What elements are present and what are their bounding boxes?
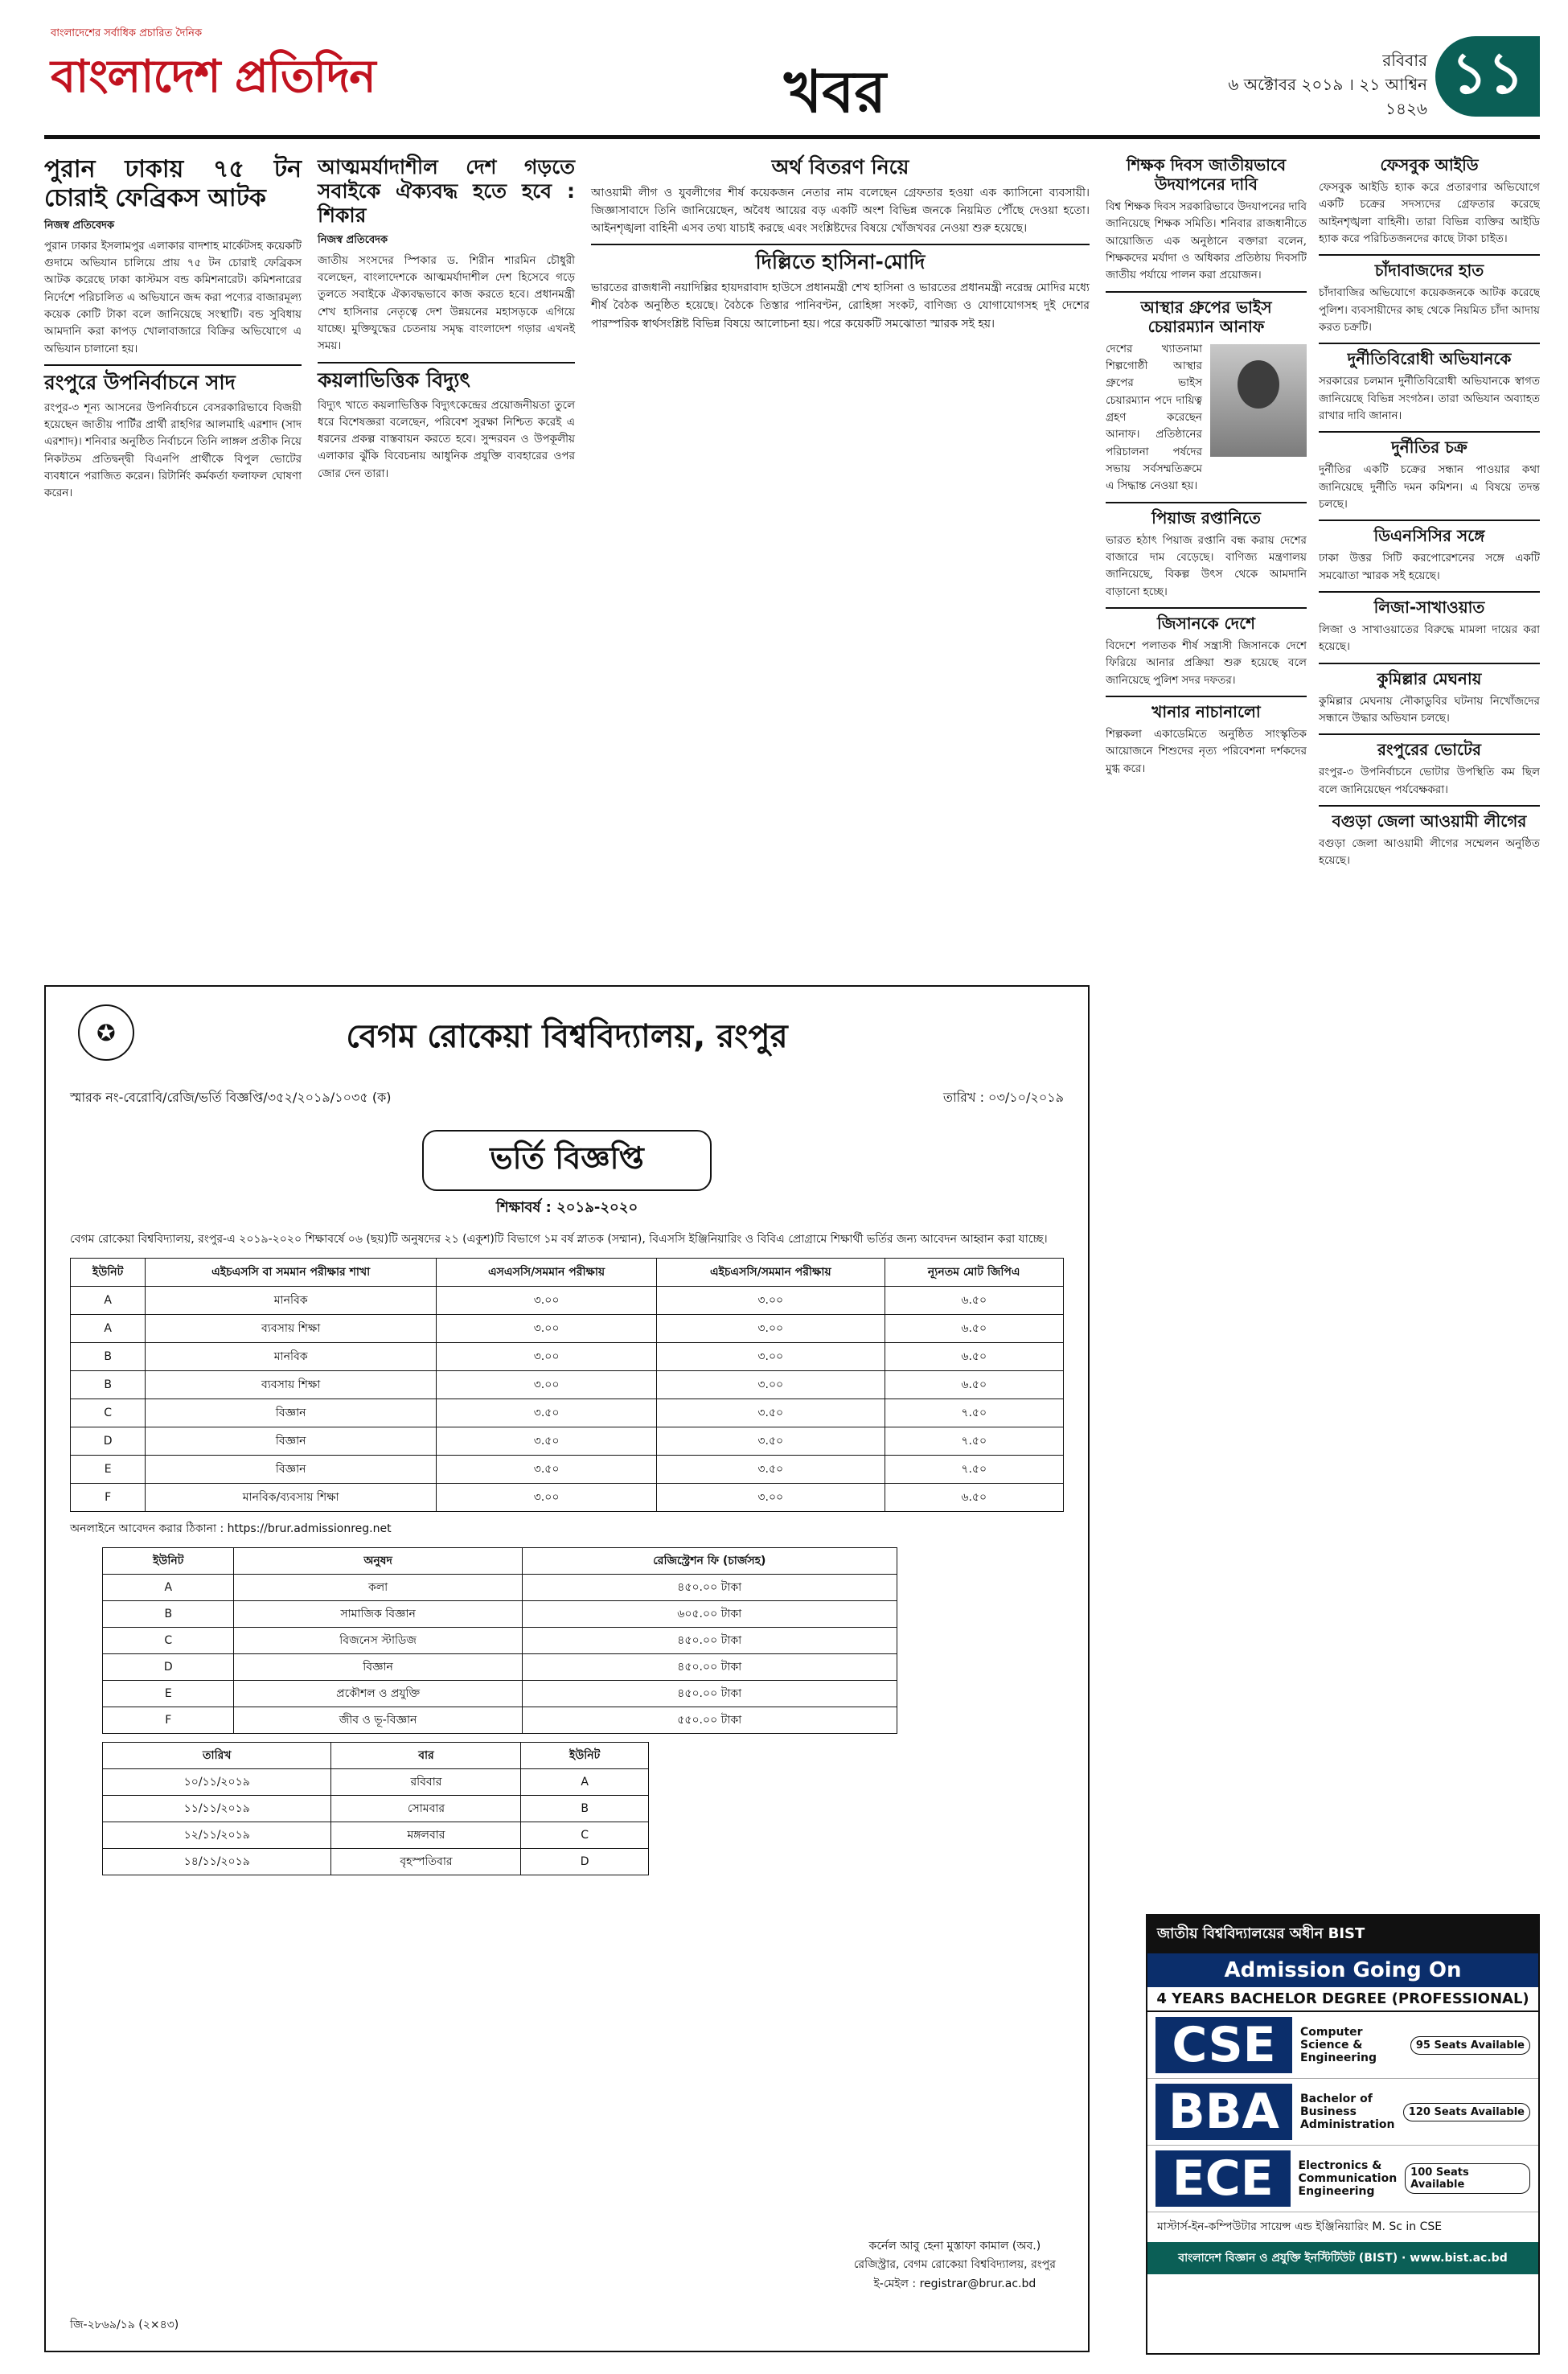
- notice-meta: [70, 1087, 1064, 1109]
- table-cell: ৩.০০: [657, 1483, 885, 1511]
- table-cell: ৩.৫০: [657, 1455, 885, 1483]
- headline-teachers-day: শিক্ষক দিবস জাতীয়ভাবে উদযাপনের দাবি: [1126, 155, 1287, 194]
- table-cell: B: [521, 1795, 648, 1822]
- headline-money: অর্থ বিতরণ নিয়ে: [771, 155, 909, 179]
- ad-header: জাতীয় বিশ্ববিদ্যালয়ের অধীন BIST: [1147, 1916, 1538, 1953]
- date: ৬ অক্টোবর ২০১৯ । ২১ আশ্বিন ১৪২৬: [1228, 75, 1427, 118]
- article-body: বগুড়া জেলা আওয়ামী লীগের সম্মেলন অনুষ্ঠিত হয়েছে।: [1319, 836, 1540, 868]
- program-code: ECE: [1155, 2150, 1291, 2207]
- table-row: [103, 1653, 897, 1680]
- table-row: [103, 1848, 649, 1875]
- article-body: ভারতের রাজধানী নয়াদিল্লির হায়দরাবাদ হাউসে প্রধানমন্ত্রী শেখ হাসিনা ও ভারতের প্রধানমন্ত্রী নরেন্দ্র মোদির মধ্যে শীর্ষ বৈঠক অনুষ্ঠিত হয়েছে। বৈঠকে তিস্তার পানিবণ্টন, রোহিঙ্গা সংকট, বাণিজ্য ও যোগাযোগসহ দুই দেশের পারস্পরিক স্বার্থসংশ্লিষ্ট বিভিন্ন বিষয়ে আলোচনা হয়। পরে কয়েকটি সমঝোতা স্মারক সই হয়।: [591, 281, 1090, 331]
- table-cell: D: [521, 1848, 648, 1875]
- table-row: [71, 1399, 1064, 1427]
- article-body: দুর্নীতির একটি চক্রের সন্ধান পাওয়ার কথা জানিয়েছে দুর্নীতি দমন কমিশন। এ বিষয়ে তদন্ত চলছে।: [1319, 463, 1540, 511]
- table-cell: ৩.৫০: [657, 1399, 885, 1427]
- registrar-name: কর্নেল আবু হেনা মুস্তাফা কামাল (অব.): [868, 2239, 1041, 2253]
- table-cell: বিজ্ঞান: [146, 1455, 437, 1483]
- article-body: সরকারের চলমান দুর্নীতিবিরোধী অভিযানকে স্বাগত জানিয়েছে বিভিন্ন সংগঠন। তারা অভিযান অব্যাহত রাখার দাবি জানান।: [1319, 375, 1540, 422]
- table-cell: A: [71, 1286, 146, 1314]
- logo-tagline: বাংলাদেশের সর্বাধিক প্রচারিত দৈনিক: [51, 27, 203, 39]
- headline-speaker: আত্মমর্যাদাশীল দেশ গড়তে সবাইকে ঐক্যবদ্ধ হতে হবে : শিকার: [318, 155, 575, 227]
- byline: নিজস্ব প্রতিবেদক: [318, 234, 388, 246]
- table-cell: ৬.৫০: [885, 1286, 1064, 1314]
- headline-rangpur-vote: রংপুরের ভোটের: [1319, 733, 1540, 759]
- headline-extortion: চাঁদাবাজদের হাত: [1319, 254, 1540, 280]
- headline-fabrics: পুরান ঢাকায় ৭৫ টন চোরাই ফেব্রিকস আটক: [44, 155, 302, 212]
- table-cell: কলা: [234, 1574, 522, 1600]
- table-cell: ১১/১১/২০১৯: [103, 1795, 331, 1822]
- article-body: দেশের খ্যাতনামা শিল্পগোষ্ঠী আস্থার গ্রুপের ভাইস চেয়ারম্যান পদে দায়িত্ব গ্রহণ করেছেন আনাফ। প্রতিষ্ঠানের পরিচালনা পর্ষদের সভায় সর্বসম্মতিক্রমে এ সিদ্ধান্ত নেওয়া হয়।: [1106, 342, 1202, 493]
- table-header-cell: তারিখ: [103, 1742, 331, 1768]
- ad-admission-banner: Admission Going On: [1147, 1953, 1538, 1987]
- article-body: রংপুর-৩ শূন্য আসনের উপনির্বাচনে বেসরকারিভাবে বিজয়ী হয়েছেন জাতীয় পার্টির প্রার্থী রাহগির আলমাহি এরশাদ (সাদ এরশাদ)। শনিবার অনুষ্ঠিত নির্বাচনে তিনি লাঙ্গল প্রতীক নিয়ে নিকটতম প্রতিদ্বন্দ্বী বিএনপি প্রার্থীকে বিপুল ভোটের ব্যবধানে পরাজিত করেন। রিটার্নিং কর্মকর্তা ফলাফল ঘোষণা করেন।: [44, 400, 302, 500]
- table-cell: রবিবার: [331, 1768, 521, 1795]
- notice-date: তারিখ : ০৩/১০/২০১৯: [942, 1090, 1064, 1105]
- table-cell: ৬০৫.০০ টাকা: [522, 1600, 897, 1627]
- article-body: ফেসবুক আইডি হ্যাক করে প্রতারণার অভিযোগে একটি চক্রের সদস্যদের গ্রেফতার করেছে আইনশৃঙ্খলা বাহিনী। তারা বিভিন্ন ব্যক্তির আইডি হ্যাক করে পরিচিতজনদের কাছে টাকা চাইত।: [1319, 181, 1540, 245]
- headline-rangpur: রংপুরে উপনির্বাচনে সাদ: [44, 364, 302, 395]
- masthead-rule: [44, 135, 1540, 139]
- notice-title: ভর্তি বিজ্ঞপ্তি: [422, 1130, 712, 1191]
- table-header-cell: রেজিস্ট্রেশন ফি (চার্জসহ): [522, 1547, 897, 1574]
- table-cell: D: [71, 1427, 146, 1455]
- registrar-email: ই-মেইল : registrar@brur.ac.bd: [873, 2277, 1036, 2291]
- article-body: লিজা ও সাখাওয়াতের বিরুদ্ধে মামলা দায়ের করা হয়েছে।: [1319, 622, 1540, 654]
- article-body: বিদ্যুৎ খাতে কয়লাভিত্তিক বিদ্যুৎকেন্দ্রের প্রয়োজনীয়তা তুলে ধরে বিশেষজ্ঞরা বলেছেন, পরিবেশ সুরক্ষা নিশ্চিত করেই এ ধরনের প্রকল্প বাস্তবায়ন করতে হবে। সুন্দরবন ও উপকূলীয় এলাকার ঝুঁকি বিবেচনায় আধুনিক প্রযুক্তি ব্যবহারের ওপর জোর দেন তারা।: [318, 398, 575, 480]
- table-cell: বিজ্ঞান: [146, 1399, 437, 1427]
- table-cell: ৩.৫০: [437, 1455, 657, 1483]
- table-cell: ৪৫০.০০ টাকা: [522, 1627, 897, 1653]
- headline-dance: খানার নাচানালো: [1106, 696, 1307, 721]
- program-name: Electronics & Communication Engineering: [1298, 2159, 1398, 2198]
- article-body: পুরান ঢাকার ইসলামপুর এলাকার বাদশাহ মার্কেটসহ কয়েকটি গুদামে অভিযান চালিয়ে প্রায় ৭৫ টন চোরাই ফেব্রিকস আটক করেছে ঢাকা কাস্টমস বন্ড কমিশনারেট। কমিশনারের নির্দেশে পরিচালিত এ অভিযানে জব্দ করা পণ্যের বাজারমূল্য কয়েক কোটি টাকা বলে জানিয়েছে সংস্থাটি। বন্ড সুবিধায় আমদানি করা কাপড় খোলাবাজারে বিক্রির অভিযোগে এ অভিযান চালানো হয়।: [44, 239, 302, 355]
- article-body: রংপুর-৩ উপনির্বাচনে ভোটার উপস্থিতি কম ছিল বলে জানিয়েছেন পর্যবেক্ষকরা।: [1319, 766, 1540, 796]
- table-row: [71, 1370, 1064, 1399]
- table-cell: ৩.০০: [437, 1483, 657, 1511]
- table-header-cell: বার: [331, 1742, 521, 1768]
- table-cell: B: [71, 1370, 146, 1399]
- table-cell: ১০/১১/২০১৯: [103, 1768, 331, 1795]
- table-cell: বিজনেস স্টাডিজ: [234, 1627, 522, 1653]
- article-body: ভারত হঠাৎ পিয়াজ রপ্তানি বন্ধ করায় দেশের বাজারে দাম বেড়েছে। বাণিজ্য মন্ত্রণালয় জানিয়েছে, বিকল্প উৎস থেকে আমদানি বাড়ানো হচ্ছে।: [1106, 533, 1307, 598]
- table-header-cell: এসএসসি/সমমান পরীক্ষায়: [437, 1258, 657, 1286]
- column-5: [1319, 149, 1540, 1902]
- headline-coal-power: কয়লাভিত্তিক বিদ্যুৎ: [318, 362, 575, 392]
- table-cell: F: [71, 1483, 146, 1511]
- table-header-cell: ন্যূনতম মোট জিপিএ: [885, 1258, 1064, 1286]
- table-row: [103, 1768, 649, 1795]
- table-cell: প্রকৌশল ও প্রযুক্তি: [234, 1680, 522, 1707]
- headline-meghna: কুমিল্লার মেঘনায়: [1319, 663, 1540, 688]
- byline: নিজস্ব প্রতিবেদক: [44, 220, 115, 232]
- article-body: জাতীয় সংসদের স্পিকার ড. শিরীন শারমিন চৌধুরী বলেছেন, বাংলাদেশকে আত্মমর্যাদাশীল দেশ হিসেবে গড়ে তুলতে সবাইকে ঐক্যবদ্ধভাবে কাজ করতে হবে। প্রধানমন্ত্রী শেখ হাসিনার নেতৃত্বে দেশ উন্নয়নের মহাসড়কে এগিয়ে যাচ্ছে। মুক্তিযুদ্ধের চেতনায় সমৃদ্ধ বাংলাদেশ গড়ার এখনই সময়।: [318, 253, 575, 353]
- table-cell: মানবিক: [146, 1342, 437, 1370]
- table-cell: ৪৫০.০০ টাকা: [522, 1653, 897, 1680]
- table-row: [103, 1574, 897, 1600]
- column-1: [44, 149, 302, 506]
- table-cell: ৩.৫০: [437, 1399, 657, 1427]
- table-cell: E: [103, 1680, 234, 1707]
- table-cell: ৩.০০: [437, 1314, 657, 1342]
- table-cell: ৩.০০: [437, 1370, 657, 1399]
- headline-bogura: বগুড়া জেলা আওয়ামী লীগের: [1319, 805, 1540, 831]
- table-cell: জীব ও ভূ-বিজ্ঞান: [234, 1707, 522, 1733]
- table-header-cell: ইউনিট: [103, 1547, 234, 1574]
- table-cell: ১৪/১১/২০১৯: [103, 1848, 331, 1875]
- article-body: বিদেশে পলাতক শীর্ষ সন্ত্রাসী জিসানকে দেশে ফিরিয়ে আনার প্রক্রিয়া শুরু হয়েছে বলে জানিয়েছে পুলিশ সদর দফতর।: [1106, 639, 1307, 687]
- masthead: [44, 16, 1540, 135]
- table-row: [71, 1286, 1064, 1314]
- bist-advertisement: [1146, 1914, 1540, 2355]
- headline-jisan: জিসানকে দেশে: [1106, 607, 1307, 633]
- table-cell: সোমবার: [331, 1795, 521, 1822]
- table-cell: ৭.৫০: [885, 1399, 1064, 1427]
- table-cell: A: [103, 1574, 234, 1600]
- program-seats: 95 Seats Available: [1410, 2036, 1530, 2055]
- ad-footer: বাংলাদেশ বিজ্ঞান ও প্রযুক্তি ইনস্টিটিউট (BIST) · www.bist.ac.bd: [1147, 2242, 1538, 2274]
- notice-intro: বেগম রোকেয়া বিশ্ববিদ্যালয়, রংপুর-এ ২০১৯-২০২০ শিক্ষাবর্ষে ০৬ (ছয়)টি অনুষদের ২১ (একুশ)টি বিভাগে ১ম বর্ষ স্নাতক (সম্মান), বিএসসি ইঞ্জিনিয়ারিং ও বিবিএ প্রোগ্রামে শিক্ষার্থী ভর্তির জন্য আবেদন আহ্বান করা যাচ্ছে।: [70, 1233, 1048, 1246]
- article-body: বিশ্ব শিক্ষক দিবস সরকারিভাবে উদযাপনের দাবি জানিয়েছে শিক্ষক সমিতি। শনিবার রাজধানীতে আয়োজিত এক অনুষ্ঠানে বক্তারা বলেন, শিক্ষকদের মর্যাদা ও অধিকার প্রতিষ্ঠায় দিবসটি জাতীয় পর্যায়ে পালন করা প্রয়োজন।: [1106, 200, 1307, 282]
- table-cell: সামাজিক বিজ্ঞান: [234, 1600, 522, 1627]
- table-cell: D: [103, 1653, 234, 1680]
- table-row: [71, 1483, 1064, 1511]
- table-cell: ৩.০০: [437, 1342, 657, 1370]
- ad-code: জি-২৮৬৯/১৯ (২×৪৩): [70, 2319, 179, 2331]
- table-cell: ৩.০০: [657, 1370, 885, 1399]
- table-row: [103, 1707, 897, 1733]
- article-body: শিল্পকলা একাডেমিতে অনুষ্ঠিত সাংস্কৃতিক আয়োজনে শিশুদের নৃত্য পরিবেশনা দর্শকদের মুগ্ধ করে।: [1106, 727, 1307, 775]
- column-3: [591, 149, 1090, 336]
- ad-degree-line: 4 YEARS BACHELOR DEGREE (PROFESSIONAL): [1147, 1987, 1538, 2012]
- admission-notice: [44, 985, 1090, 2352]
- table-row: [103, 1627, 897, 1653]
- table-cell: ৩.৫০: [657, 1427, 885, 1455]
- table-cell: ৩.০০: [657, 1342, 885, 1370]
- program-seats: 100 Seats Available: [1405, 2163, 1530, 2194]
- program-code: CSE: [1155, 2017, 1292, 2073]
- ad-program-row: [1147, 2012, 1538, 2079]
- table-cell: ৫৫০.০০ টাকা: [522, 1707, 897, 1733]
- ad-program-list: [1147, 2012, 1538, 2212]
- apply-link[interactable]: অনলাইনে আবেদন করার ঠিকানা : https://brur.admissionreg.net: [70, 1522, 392, 1535]
- table-cell: বিজ্ঞান: [146, 1427, 437, 1455]
- table-cell: F: [103, 1707, 234, 1733]
- ad-masters: মাস্টার্স-ইন-কম্পিউটার সায়েন্স এন্ড ইঞ্জিনিয়ারিং M. Sc in CSE: [1157, 2220, 1443, 2233]
- article-body: কুমিল্লার মেঘনায় নৌকাডুবির ঘটনায় নিখোঁজদের সন্ধানে উদ্ধার অভিযান চলছে।: [1319, 694, 1540, 725]
- table-cell: বিজ্ঞান: [234, 1653, 522, 1680]
- day: রবিবার: [1382, 51, 1427, 70]
- table-header-cell: এইচএসসি/সমমান পরীক্ষায়: [657, 1258, 885, 1286]
- table-row: [103, 1600, 897, 1627]
- newspaper-logo: [44, 16, 422, 129]
- column-4: [1106, 149, 1307, 1902]
- table-row: [71, 1314, 1064, 1342]
- table-cell: মানবিক: [146, 1286, 437, 1314]
- program-seats: 120 Seats Available: [1403, 2103, 1530, 2121]
- table-cell: A: [521, 1768, 648, 1795]
- ad-program-row: [1147, 2079, 1538, 2146]
- table-cell: E: [71, 1455, 146, 1483]
- fee-table: [102, 1547, 897, 1734]
- table-cell: বৃহস্পতিবার: [331, 1848, 521, 1875]
- headline-onion: পিয়াজ রপ্তানিতে: [1106, 502, 1307, 528]
- program-code: BBA: [1155, 2084, 1292, 2140]
- program-name: Bachelor of Business Administration: [1300, 2093, 1395, 2131]
- table-cell: ৬.৫০: [885, 1314, 1064, 1342]
- table-cell: A: [71, 1314, 146, 1342]
- table-cell: B: [103, 1600, 234, 1627]
- headline-facebook: ফেসবুক আইডি: [1380, 155, 1479, 175]
- portrait-photo: [1210, 344, 1307, 457]
- dateline: [1186, 48, 1427, 121]
- table-cell: ৭.৫০: [885, 1427, 1064, 1455]
- table-cell: ১২/১১/২০১৯: [103, 1822, 331, 1848]
- table-row: [103, 1822, 649, 1848]
- table-cell: C: [521, 1822, 648, 1848]
- table-cell: ৬.৫০: [885, 1342, 1064, 1370]
- academic-year: শিক্ষাবর্ষ : ২০১৯-২০২০: [495, 1199, 638, 1216]
- column-2: [318, 149, 575, 486]
- article-body: চাঁদাবাজির অভিযোগে কয়েকজনকে আটক করেছে পুলিশ। ব্যবসায়ীদের কাছ থেকে নিয়মিত চাঁদা আদায় করত চক্রটি।: [1319, 286, 1540, 334]
- headline-corruption-ring: দুর্নীতির চক্র: [1319, 431, 1540, 457]
- table-row: [71, 1427, 1064, 1455]
- university-seal-icon: ✪: [78, 1004, 134, 1061]
- table-row: [103, 1680, 897, 1707]
- table-header-cell: ইউনিট: [71, 1258, 146, 1286]
- table-cell: ৬.৫০: [885, 1483, 1064, 1511]
- table-cell: মঙ্গলবার: [331, 1822, 521, 1848]
- exam-schedule-table: [102, 1742, 649, 1875]
- registrar-title: রেজিস্ট্রার, বেগম রোকেয়া বিশ্ববিদ্যালয়, রংপুর: [853, 2258, 1056, 2272]
- table-cell: ৪৫০.০০ টাকা: [522, 1574, 897, 1600]
- table-header-cell: এইচএসসি বা সমমান পরীক্ষার শাখা: [146, 1258, 437, 1286]
- table-cell: ব্যবসায় শিক্ষা: [146, 1370, 437, 1399]
- gpa-table: [70, 1258, 1064, 1512]
- headline-delhi: দিল্লিতে হাসিনা-মোদি: [591, 244, 1090, 274]
- memo-number: স্মারক নং-বেরোবি/রেজি/ভর্তি বিজ্ঞপ্তি/৩৫২/২০১৯/১০৩৫ (ক): [70, 1090, 392, 1105]
- ad-program-row: [1147, 2146, 1538, 2212]
- table-cell: ৬.৫০: [885, 1370, 1064, 1399]
- article-body: আওয়ামী লীগ ও যুবলীগের শীর্ষ কয়েকজন নেতার নাম বলেছেন গ্রেফতার হওয়া এক ক্যাসিনো ব্যবসায়ী। জিজ্ঞাসাবাদে তিনি জানিয়েছেন, অবৈধ আয়ের বড় একটি অংশ বিভিন্ন জনকে নিয়মিত পৌঁছে দেওয়া হতো। আইনশৃঙ্খলা বাহিনী এসব তথ্য যাচাই করছে এবং সংশ্লিষ্টদের বিষয়ে খোঁজখবর নেওয়া শুরু হয়েছে।: [591, 187, 1090, 236]
- program-name: Computer Science & Engineering: [1300, 2026, 1377, 2064]
- table-cell: ব্যবসায় শিক্ষা: [146, 1314, 437, 1342]
- table-cell: ৩.০০: [437, 1286, 657, 1314]
- table-row: [71, 1342, 1064, 1370]
- table-row: [71, 1455, 1064, 1483]
- headline-liza: লিজা-সাখাওয়াত: [1319, 591, 1540, 617]
- table-header-cell: ইউনিট: [521, 1742, 648, 1768]
- table-cell: ৪৫০.০০ টাকা: [522, 1680, 897, 1707]
- headline-dncc: ডিএনসিসির সঙ্গে: [1319, 520, 1540, 545]
- table-cell: C: [103, 1627, 234, 1653]
- registrar-signature: [854, 2237, 1056, 2294]
- table-header-cell: অনুষদ: [234, 1547, 522, 1574]
- table-cell: C: [71, 1399, 146, 1427]
- table-cell: ৭.৫০: [885, 1455, 1064, 1483]
- table-cell: ৩.৫০: [437, 1427, 657, 1455]
- headline-anti-corruption: দুর্নীতিবিরোধী অভিযানকে: [1319, 343, 1540, 368]
- table-row: [103, 1795, 649, 1822]
- logo-wordmark: বাংলাদেশ প্রতিদিন: [51, 51, 376, 103]
- table-cell: মানবিক/ব্যবসায় শিক্ষা: [146, 1483, 437, 1511]
- university-name: বেগম রোকেয়া বিশ্ববিদ্যালয়, রংপুর: [346, 1018, 788, 1055]
- table-cell: ৩.০০: [657, 1286, 885, 1314]
- table-cell: B: [71, 1342, 146, 1370]
- article-body: ঢাকা উত্তর সিটি করপোরেশনের সঙ্গে একটি সমঝোতা স্মারক সই হয়েছে।: [1319, 552, 1540, 582]
- section-title: খবর: [784, 58, 886, 125]
- headline-vice-chairman: আস্থার গ্রুপের ভাইস চেয়ারম্যান আনাফ: [1106, 291, 1307, 336]
- page-number: ১১: [1435, 36, 1540, 117]
- table-cell: ৩.০০: [657, 1314, 885, 1342]
